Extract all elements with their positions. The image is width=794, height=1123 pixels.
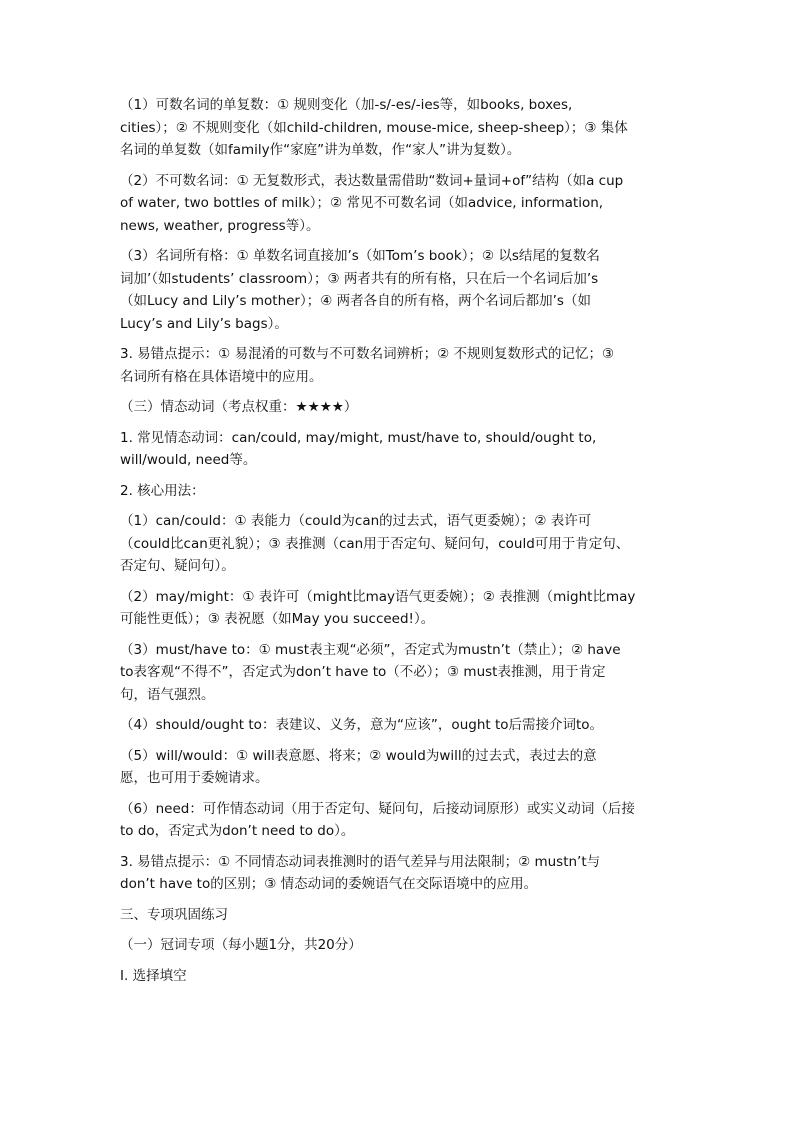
paragraph: [120, 427, 680, 472]
text-line: （三）情态动词（考点权重：★★★★）: [120, 399, 358, 415]
text-line: cities）；② 不规则变化（如child-children, mouse-mice, sheep-sheep）；③ 集体: [120, 119, 628, 136]
paragraph: [120, 245, 680, 335]
text-line: （2）may/might：① 表许可（might比may语气更委婉）；② 表推测（might比may: [120, 588, 636, 605]
paragraph: [120, 480, 680, 503]
paragraph: [120, 510, 680, 578]
text-line: 可能性更低）；③ 表祝愿（如May you succeed!）。: [120, 611, 435, 627]
text-line: （1）可数名词的单复数：① 规则变化（加-s/-es/-ies等，如books, boxes,: [120, 97, 573, 113]
text-line: of water, two bottles of milk）；② 常见不可数名词（如advice, information,: [120, 195, 604, 211]
text-line: Ⅰ. 选择填空: [120, 967, 187, 984]
paragraph: [120, 639, 680, 707]
text-line: to do，否定式为don’t need to do）。: [120, 823, 355, 839]
text-line: 名词的单复数（如family作“家庭”讲为单数，作“家人”讲为复数）。: [120, 142, 521, 158]
paragraph: [120, 745, 680, 790]
text-line: 三、专项巩固练习: [120, 906, 228, 923]
text-line: （could比can更礼貌）；③ 表推测（can用于否定句、疑问句，could可用于肯定句、: [120, 535, 630, 552]
text-line: （3）名词所有格：① 单数名词直接加’s（如Tom’s book）；② 以s结尾的复数名: [120, 248, 600, 264]
text-line: 词加’（如students’ classroom）；③ 两者共有的所有格，只在后一个名词后加’s: [120, 270, 599, 287]
text-line: 名词所有格在具体语境中的应用。: [120, 368, 323, 385]
paragraph: [120, 965, 680, 988]
paragraph: [120, 94, 680, 162]
text-line: （6）need：可作情态动词（用于否定句、疑问句，后接动词原形）或实义动词（后接: [120, 800, 635, 817]
text-line: 句，语气强烈。: [120, 686, 215, 703]
text-line: （一）冠词专项（每小题1分，共20分）: [120, 937, 362, 953]
text-line: to表客观“不得不”，否定式为don’t have to（不必）；③ must表推测，用于肯定: [120, 664, 606, 680]
paragraph: [120, 904, 680, 927]
paragraph: [120, 714, 680, 737]
document-body: [120, 94, 680, 995]
text-line: （如Lucy and Lily’s mother）；④ 两者各自的所有格，两个名词后都加’s（如: [120, 293, 591, 309]
text-line: （2）不可数名词：① 无复数形式，表达数量需借助“数词+量词+of”结构（如a cup: [120, 172, 624, 189]
text-line: （4）should/ought to：表建议、义务，意为“应该”，ought to后需接介词to。: [120, 717, 604, 733]
paragraph: [120, 851, 680, 896]
text-line: 否定句、疑问句）。: [120, 558, 235, 574]
text-line: 2. 核心用法：: [120, 482, 205, 499]
text-line: （1）can/could：① 表能力（could为can的过去式，语气更委婉）；② 表许可: [120, 513, 592, 529]
text-line: news, weather, progress等）。: [120, 217, 320, 234]
paragraph: [120, 934, 680, 957]
text-line: 3. 易错点提示：① 不同情态动词表推测时的语气差异与用法限制；② mustn’t与: [120, 853, 601, 870]
text-line: will/would, need等。: [120, 452, 257, 468]
paragraph: [120, 343, 680, 388]
text-line: Lucy’s and Lily’s bags）。: [120, 315, 288, 332]
text-line: （5）will/would：① will表意愿、将来；② would为will的过去式，表过去的意: [120, 747, 597, 764]
text-line: （3）must/have to：① must表主观“必须”，否定式为mustn’t（禁止）；② have: [120, 641, 621, 658]
text-line: 愿，也可用于委婉请求。: [120, 770, 269, 786]
text-line: 1. 常见情态动词：can/could, may/might, must/have to, should/ought to,: [120, 429, 597, 446]
text-line: 3. 易错点提示：① 易混淆的可数与不可数名词辨析；② 不规则复数形式的记忆；③: [120, 346, 615, 362]
paragraph: [120, 798, 680, 843]
paragraph: [120, 170, 680, 238]
paragraph: [120, 586, 680, 631]
paragraph: [120, 396, 680, 419]
text-line: don’t have to的区别；③ 情态动词的委婉语气在交际语境中的应用。: [120, 876, 538, 892]
